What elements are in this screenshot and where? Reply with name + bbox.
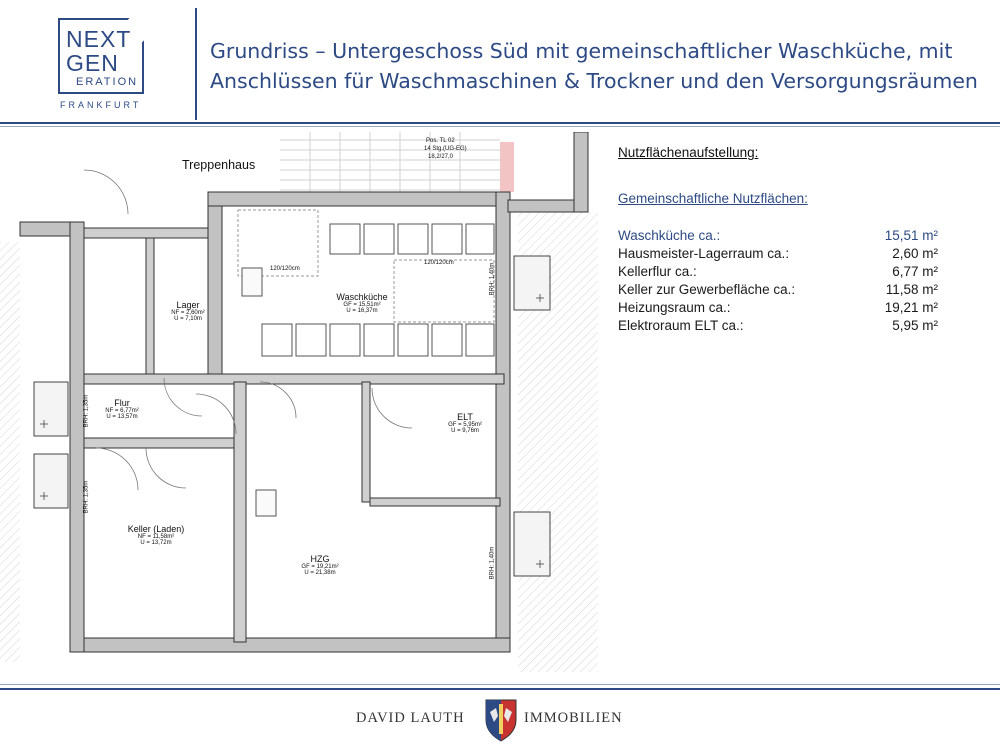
room-elt-name: ELT (457, 412, 473, 422)
brh-label-left-2: BRH: 1,35m (83, 480, 90, 514)
area-row-heizung (618, 300, 948, 318)
logo-line-3: ERATION (76, 76, 139, 88)
area-row-elektro (618, 318, 948, 336)
area-row-value: 19,21 m² (884, 300, 938, 315)
area-list (618, 228, 948, 336)
header-rule-thin (0, 126, 1000, 127)
areas-subheading: Gemeinschaftliche Nutzflächen: (618, 191, 808, 206)
area-row-name: Kellerflur ca.: (618, 264, 697, 279)
stairwell-label: Treppenhaus (182, 158, 256, 172)
room-flur-name: Flur (114, 398, 130, 408)
room-flur-area: NF = 6,77m² (105, 408, 139, 414)
brh-label-left-1: BRH: 1,35m (83, 394, 90, 428)
area-row-value: 2,60 m² (892, 246, 938, 261)
areas-heading: Nutzflächenaufstellung: (618, 145, 759, 160)
room-waschkueche (326, 292, 398, 314)
soil-hatch-left (0, 242, 20, 662)
room-elt-area: GF = 5,95m² (448, 422, 482, 428)
footer-brand-left: DAVID LAUTH (356, 710, 465, 726)
brh-label-top: BRH: 1,40m (489, 262, 496, 296)
area-row-name: Elektroraum ELT ca.: (618, 318, 744, 333)
logo-line-2: GEN (66, 50, 119, 76)
room-flur (90, 398, 154, 420)
room-keller-name: Keller (Laden) (127, 524, 185, 534)
footer-rule (0, 688, 1000, 690)
stair-treads (280, 132, 500, 200)
area-row-name: Hausmeister-Lagerraum ca.: (618, 246, 790, 261)
room-lager (160, 300, 216, 322)
title-line-2: Anschlüssen für Waschmaschinen & Trockner und den Versorgungsräumen (210, 69, 978, 93)
stair-red-marker (500, 142, 514, 192)
room-lager-perimeter: U = 7,10m (174, 316, 202, 322)
area-row-keller-gewerbe (618, 282, 948, 300)
area-row-kellerflur (618, 264, 948, 282)
floor-plan (0, 132, 600, 680)
area-row-value: 5,95 m² (892, 318, 938, 333)
room-lager-area: NF = 2,60m² (171, 310, 205, 316)
room-wasch-name: Waschküche (336, 292, 388, 302)
logo-line-1: NEXT (66, 26, 132, 52)
room-elt-perimeter: U = 9,76m (451, 428, 479, 434)
area-row-waschkueche (618, 228, 948, 246)
stair-note-1: Pos. TL 02 (426, 138, 455, 144)
stair-note-2: 14 Stg.(UG-EG) (424, 146, 467, 152)
area-listing (618, 145, 948, 336)
room-hzg (286, 554, 354, 576)
room-keller-perimeter: U = 13,72m (140, 540, 172, 546)
nextgen-logo (58, 18, 160, 112)
area-row-name: Heizungsraum ca.: (618, 300, 731, 315)
header-rule (0, 122, 1000, 124)
dimension-label-2: 120/120cm (424, 260, 454, 266)
room-hzg-area: GF = 19,21m² (301, 564, 339, 570)
page-header (0, 0, 1000, 124)
room-wasch-area: GF = 15,51m² (343, 302, 381, 308)
title-line-1: Grundriss – Untergeschoss Süd mit gemeinschaftlicher Waschküche, mit (210, 39, 953, 63)
area-row-value: 15,51 m² (884, 228, 938, 243)
brh-label-right: BRH: 1,40m (489, 546, 496, 580)
footer-brand-right: IMMOBILIEN (524, 710, 623, 726)
inner-walls (84, 228, 504, 642)
area-row-name: Keller zur Gewerbefläche ca.: (618, 282, 796, 297)
logo-line-4: FRANKFURT (60, 100, 142, 110)
area-row-name: Waschküche ca.: (618, 228, 721, 243)
room-hzg-perimeter: U = 21,38m (304, 570, 336, 576)
header-divider (195, 8, 197, 120)
room-lager-name: Lager (176, 300, 200, 310)
footer-rule-thin (0, 684, 1000, 685)
area-row-hausmeister (618, 246, 948, 264)
room-keller-area: NF = 11,58m² (137, 534, 175, 540)
room-keller (118, 524, 194, 546)
room-wasch-perimeter: U = 16,37m (346, 308, 378, 314)
page-footer (0, 692, 1000, 750)
page-title (210, 36, 990, 96)
stair-note-3: 18,2/27,0 (428, 154, 454, 160)
room-flur-perimeter: U = 13,57m (106, 414, 138, 420)
dimension-label-1: 120/120cm (270, 266, 300, 272)
room-elt (432, 412, 498, 434)
coat-of-arms-icon (484, 698, 518, 742)
room-hzg-name: HZG (310, 554, 330, 564)
area-row-value: 6,77 m² (892, 264, 938, 279)
area-row-value: 11,58 m² (885, 282, 938, 297)
